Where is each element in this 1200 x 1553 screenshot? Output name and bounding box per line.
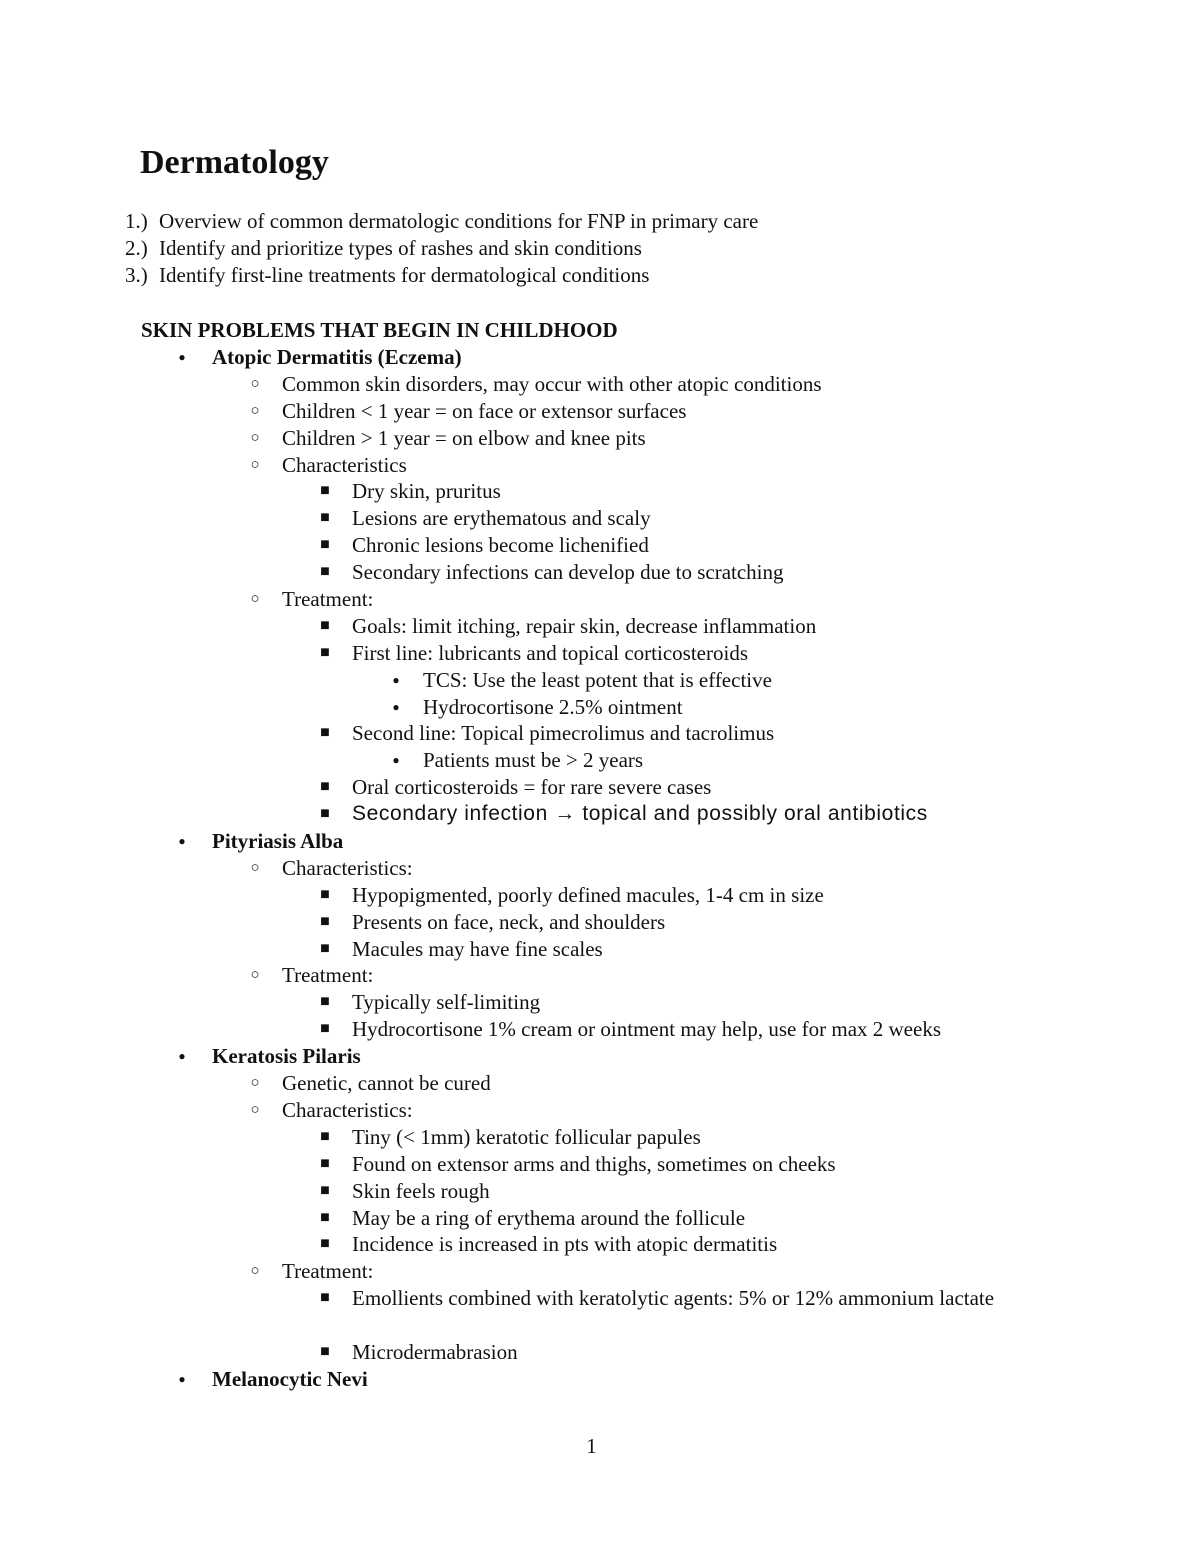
outline-item-detail bbox=[0, 613, 1200, 640]
outline-item-text: Treatment: bbox=[282, 963, 374, 988]
bullet-icon: ○ bbox=[250, 591, 260, 608]
outline-item-detail bbox=[0, 936, 1200, 963]
outline-item-text: Melanocytic Nevi bbox=[212, 1366, 368, 1391]
objective-text: Overview of common dermatologic conditions for FNP in primary care bbox=[159, 209, 759, 233]
outline-item-text: Macules may have fine scales bbox=[352, 936, 603, 961]
bullet-icon: ■ bbox=[320, 778, 330, 796]
outline-item-subdetail bbox=[0, 667, 1200, 694]
bullet-icon: ■ bbox=[320, 1235, 330, 1253]
outline-item-text: Incidence is increased in pts with atopic dermatitis bbox=[352, 1232, 778, 1257]
outline-item-subtopic bbox=[0, 425, 1200, 452]
bullet-icon: ○ bbox=[250, 402, 260, 419]
outline-item-text: Typically self-limiting bbox=[352, 990, 541, 1015]
bullet-icon: ■ bbox=[320, 482, 330, 500]
outline-item-detail bbox=[0, 801, 1200, 828]
bullet-icon: ■ bbox=[320, 912, 330, 930]
bullet-icon: ○ bbox=[250, 1075, 260, 1092]
outline-item-text: Secondary infection → topical and possibly oral antibiotics bbox=[352, 802, 928, 826]
outline-item-text: Treatment: bbox=[282, 587, 374, 612]
outline-item-text: Characteristics bbox=[282, 452, 407, 477]
bullet-icon: ● bbox=[392, 699, 400, 714]
outline-item-detail bbox=[0, 882, 1200, 909]
bullet-icon: ■ bbox=[320, 1289, 330, 1307]
outline-list bbox=[0, 344, 1200, 1393]
section-heading: SKIN PROBLEMS THAT BEGIN IN CHILDHOOD bbox=[141, 318, 618, 342]
bullet-icon: ● bbox=[178, 834, 186, 849]
bullet-icon: ■ bbox=[320, 1154, 330, 1172]
objective-text: Identify first-line treatments for dermatological conditions bbox=[159, 263, 650, 287]
outline-item-text: Pityriasis Alba bbox=[212, 829, 344, 854]
bullet-icon: ■ bbox=[320, 563, 330, 581]
outline-item-detail bbox=[0, 478, 1200, 505]
outline-item-text: Emollients combined with keratolytic agents: 5% or 12% ammonium lactate bbox=[352, 1286, 995, 1311]
outline-item-topic bbox=[0, 1043, 1200, 1070]
outline-item-text: Children < 1 year = on face or extensor surfaces bbox=[282, 398, 687, 423]
bullet-icon: ■ bbox=[320, 1181, 330, 1199]
bullet-icon: ● bbox=[178, 350, 186, 364]
outline-item-detail bbox=[0, 774, 1200, 801]
outline-item-detail bbox=[0, 1231, 1200, 1258]
outline-item-detail bbox=[0, 559, 1200, 586]
bullet-icon: ○ bbox=[250, 456, 260, 473]
bullet-icon: ○ bbox=[250, 967, 260, 984]
objective-item bbox=[125, 208, 758, 235]
objective-number: 3.) bbox=[125, 263, 148, 287]
outline-item-text: Microdermabrasion bbox=[352, 1339, 518, 1364]
outline-item-text: First line: lubricants and topical corticosteroids bbox=[352, 640, 748, 665]
bullet-icon: ○ bbox=[250, 375, 260, 392]
bullet-icon: ■ bbox=[320, 993, 330, 1011]
outline-item-detail bbox=[0, 505, 1200, 532]
outline-item-detail bbox=[0, 909, 1200, 936]
outline-item-detail bbox=[0, 640, 1200, 667]
outline-item-subtopic bbox=[0, 1070, 1200, 1097]
outline-item-subtopic bbox=[0, 1258, 1200, 1285]
bullet-icon: ○ bbox=[250, 1101, 260, 1118]
outline-item-detail bbox=[0, 1151, 1200, 1178]
page-number: 1 bbox=[586, 1434, 597, 1458]
outline-item-text: Children > 1 year = on elbow and knee pits bbox=[282, 425, 646, 450]
outline-item-detail bbox=[0, 1285, 1200, 1339]
outline-item-detail bbox=[0, 1205, 1200, 1232]
bullet-icon: ● bbox=[392, 753, 400, 768]
outline-item-text: Dry skin, pruritus bbox=[352, 479, 501, 504]
bullet-icon: ● bbox=[178, 1049, 186, 1064]
document-title: Dermatology bbox=[140, 144, 329, 181]
outline-item-text: Characteristics: bbox=[282, 855, 413, 880]
outline-item-detail bbox=[0, 1016, 1200, 1043]
outline-item-text: Treatment: bbox=[282, 1259, 374, 1284]
objective-item bbox=[125, 262, 758, 289]
outline-item-text: Tiny (< 1mm) keratotic follicular papules bbox=[352, 1124, 701, 1149]
outline-item-text: Chronic lesions become lichenified bbox=[352, 533, 649, 558]
bullet-icon: ■ bbox=[320, 724, 330, 742]
outline-item-subtopic bbox=[0, 962, 1200, 989]
outline-item-text: Skin feels rough bbox=[352, 1178, 490, 1203]
outline-item-text: Second line: Topical pimecrolimus and tacrolimus bbox=[352, 721, 775, 746]
bullet-icon: ● bbox=[178, 1371, 186, 1386]
outline-item-detail bbox=[0, 1178, 1200, 1205]
outline-item-detail bbox=[0, 1124, 1200, 1151]
outline-item-topic bbox=[0, 828, 1200, 855]
bullet-icon: ■ bbox=[320, 536, 330, 554]
outline-item-text: Hydrocortisone 2.5% ointment bbox=[423, 694, 683, 719]
bullet-icon: ○ bbox=[250, 1263, 260, 1280]
outline-item-subtopic bbox=[0, 586, 1200, 613]
outline-item-subdetail bbox=[0, 747, 1200, 774]
outline-item-text: Characteristics: bbox=[282, 1097, 413, 1122]
objective-text: Identify and prioritize types of rashes and skin conditions bbox=[159, 236, 642, 260]
outline-item-detail bbox=[0, 720, 1200, 747]
outline-item-topic bbox=[0, 344, 1200, 371]
bullet-icon: ■ bbox=[320, 509, 330, 527]
objective-number: 2.) bbox=[125, 236, 148, 260]
outline-item-text: TCS: Use the least potent that is effective bbox=[423, 667, 772, 692]
outline-item-text: Hypopigmented, poorly defined macules, 1-4 cm in size bbox=[352, 882, 824, 907]
outline-item-text: Patients must be > 2 years bbox=[423, 748, 644, 773]
outline-item-subdetail bbox=[0, 694, 1200, 721]
outline-item-text: Oral corticosteroids = for rare severe cases bbox=[352, 775, 712, 800]
outline-item-subtopic bbox=[0, 855, 1200, 882]
objectives-list bbox=[125, 208, 758, 289]
bullet-icon: ■ bbox=[320, 1208, 330, 1226]
outline-item-text: Goals: limit itching, repair skin, decrease inflammation bbox=[352, 613, 817, 638]
outline-item-text: Atopic Dermatitis (Eczema) bbox=[212, 345, 462, 369]
outline-item-text: Presents on face, neck, and shoulders bbox=[352, 909, 666, 934]
outline-item-topic bbox=[0, 1366, 1200, 1393]
outline-item-text: May be a ring of erythema around the follicule bbox=[352, 1205, 746, 1230]
outline-item-subtopic bbox=[0, 371, 1200, 398]
outline-item-subtopic bbox=[0, 1097, 1200, 1124]
outline-item-subtopic bbox=[0, 398, 1200, 425]
outline-item-text: Hydrocortisone 1% cream or ointment may help, use for max 2 weeks bbox=[352, 1017, 941, 1042]
outline-item-text: Found on extensor arms and thighs, sometimes on cheeks bbox=[352, 1151, 836, 1176]
outline-item-text: Lesions are erythematous and scaly bbox=[352, 506, 651, 531]
bullet-icon: ● bbox=[392, 672, 400, 687]
outline-item-detail bbox=[0, 1339, 1200, 1366]
outline-item-text: Genetic, cannot be cured bbox=[282, 1071, 491, 1096]
outline-item-subtopic bbox=[0, 452, 1200, 479]
bullet-icon: ■ bbox=[320, 1020, 330, 1038]
outline-item-text: Keratosis Pilaris bbox=[212, 1044, 361, 1069]
bullet-icon: ○ bbox=[250, 859, 260, 876]
bullet-icon: ○ bbox=[250, 429, 260, 446]
objective-item bbox=[125, 235, 758, 262]
bullet-icon: ■ bbox=[320, 885, 330, 903]
objective-number: 1.) bbox=[125, 209, 148, 233]
bullet-icon: ■ bbox=[320, 616, 330, 634]
bullet-icon: ■ bbox=[320, 939, 330, 957]
bullet-icon: ■ bbox=[320, 805, 330, 823]
outline-item-text: Secondary infections can develop due to scratching bbox=[352, 560, 784, 585]
bullet-icon: ■ bbox=[320, 1342, 330, 1360]
outline-item-detail bbox=[0, 532, 1200, 559]
outline-item-text: Common skin disorders, may occur with other atopic conditions bbox=[282, 371, 822, 396]
bullet-icon: ■ bbox=[320, 1127, 330, 1145]
bullet-icon: ■ bbox=[320, 643, 330, 661]
outline-item-detail bbox=[0, 989, 1200, 1016]
